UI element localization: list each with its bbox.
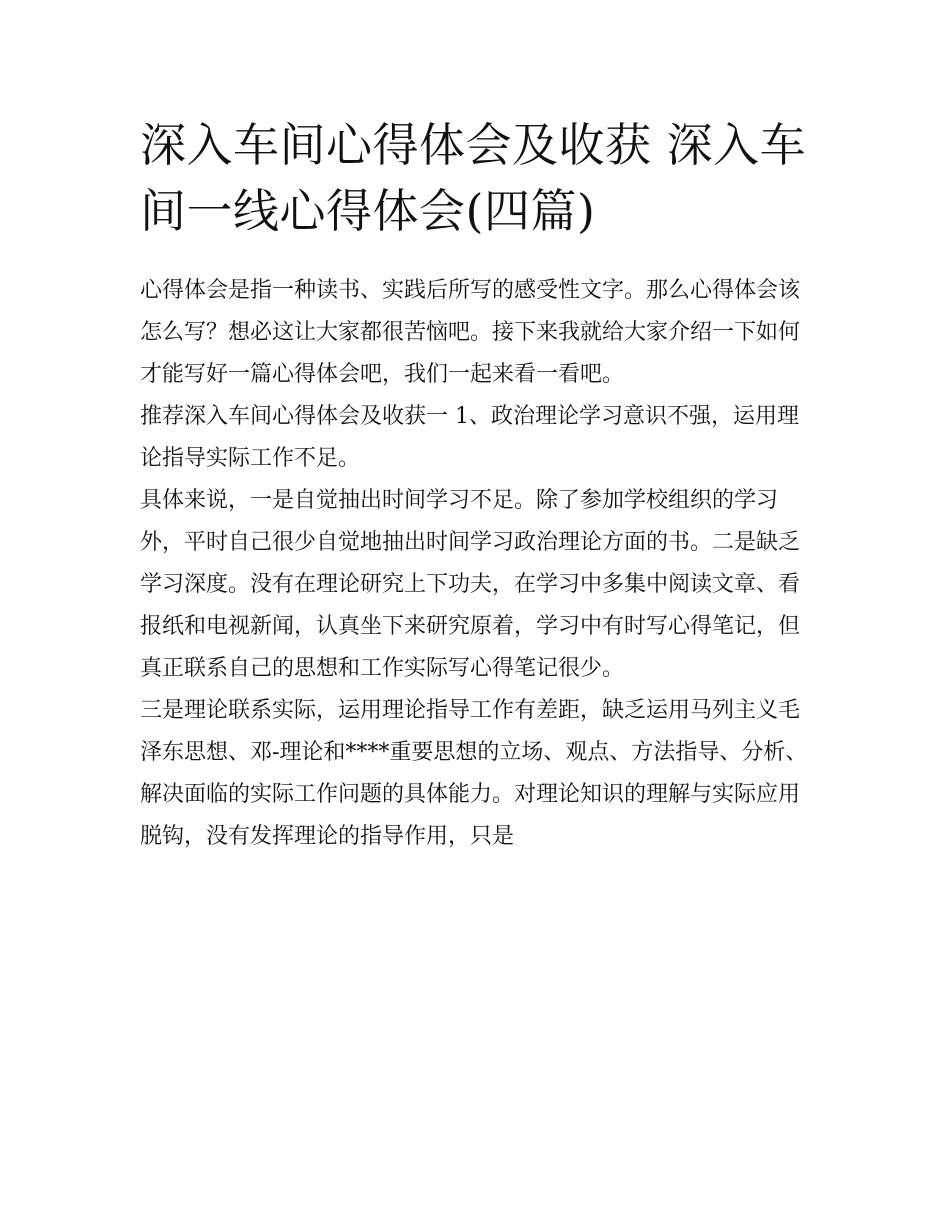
paragraph-section-one: 推荐深入车间心得体会及收获一 1、政治理论学习意识不强，运用理论指导实际工作不足。 bbox=[140, 404, 799, 471]
document-content bbox=[140, 112, 812, 858]
paragraph-theory-practice: 三是理论联系实际，运用理论指导工作有差距，缺乏运用马列主义毛泽东思想、邓-理论和****重要思想的立场、观点、方法指导、分析、解决面临的实际工作问题的具体能力。对理论知识的理解与实际应用脱钩，没有发挥理论的指导作用，只是 bbox=[140, 698, 808, 849]
paragraph-intro: 心得体会是指一种读书、实践后所写的感受性文字。那么心得体会该怎么写？想必这让大家都很苦恼吧。接下来我就给大家介绍一下如何才能写好一篇心得体会吧，我们一起来看一看吧。 bbox=[140, 278, 801, 387]
document-title: 深入车间心得体会及收获 深入车间一线心得体会(四篇) bbox=[140, 118, 807, 238]
paragraph-details: 具体来说，一是自觉抽出时间学习不足。除了参加学校组织的学习外，平时自己很少自觉地抽出时间学习政治理论方面的书。二是缺乏学习深度。没有在理论研究上下功夫，在学习中多集中阅读文章、看报纸和电视新闻，认真坐下来研究原着，学习中有时写心得笔记，但真正联系自己的思想和工作实际写心得笔记很少。 bbox=[140, 488, 801, 681]
document-body bbox=[140, 270, 812, 858]
